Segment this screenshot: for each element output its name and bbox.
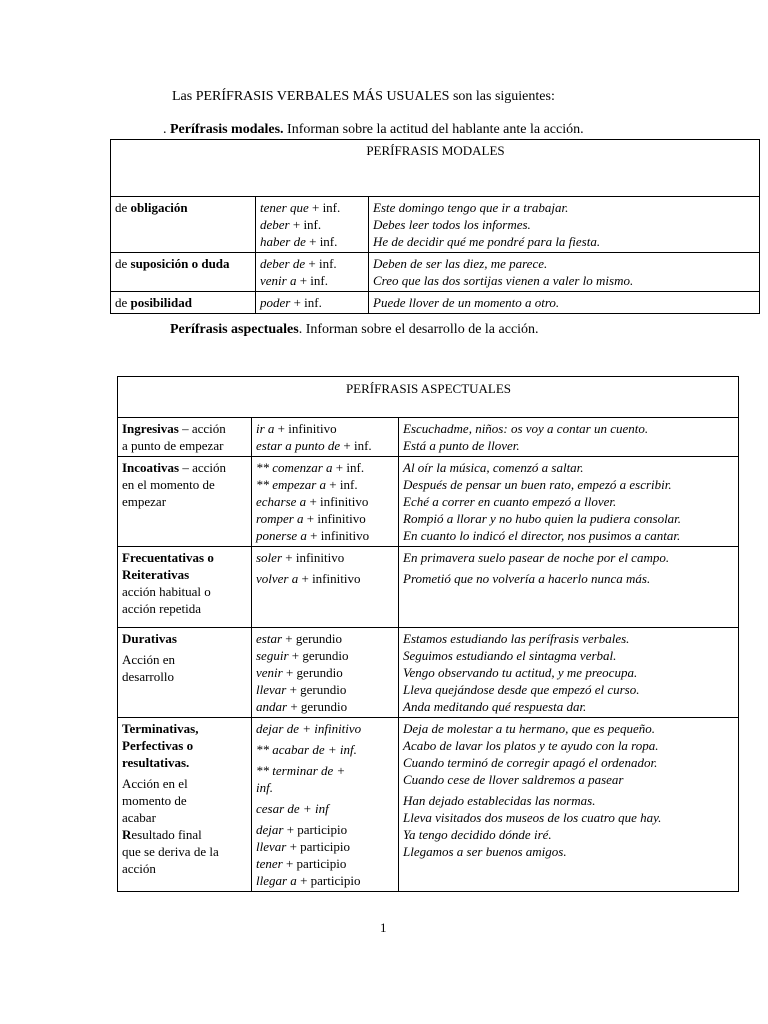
examples-cell [399, 457, 739, 547]
aspect-type-cell: Durativas Acción en desarrollo [118, 628, 252, 718]
form-line: llevar + gerundio [256, 682, 347, 697]
modal-heading [163, 121, 584, 138]
example-line: Estamos estudiando las perífrasis verbales. [403, 631, 630, 646]
table-row [118, 547, 739, 628]
form-line: estar + gerundio [256, 631, 343, 646]
examples-cell [399, 418, 739, 457]
form-line: tener + participio [256, 856, 347, 871]
example-line: Cuando cese de llover saldremos a pasear [403, 772, 624, 787]
forms-cell [252, 457, 399, 547]
examples-cell [399, 547, 739, 628]
type-name: Perfectivas o [122, 738, 194, 753]
form-line: inf. [256, 780, 273, 795]
form-line: tener que + inf. [260, 200, 341, 215]
example-line: Llegamos a ser buenos amigos. [403, 844, 567, 859]
type-name: Frecuentativas o [122, 550, 214, 565]
form-line: ** empezar a + inf. [256, 477, 358, 492]
type-name: suposición o duda [130, 256, 230, 271]
table-row [118, 628, 739, 718]
table-row [111, 197, 760, 253]
form-line: ** acabar de + inf. [256, 742, 357, 757]
aspect-type-cell: Frecuentativas o Reiterativas acción habitual o acción repetida [118, 547, 252, 628]
examples-cell [399, 718, 739, 892]
aspect-table [117, 376, 739, 892]
form-line: poder + inf. [260, 295, 322, 310]
example-line: Al oír la música, comenzó a saltar. [403, 460, 584, 475]
form-line: seguir + gerundio [256, 648, 349, 663]
aspect-heading [170, 321, 539, 338]
table-row [111, 253, 760, 292]
example-line: He de decidir qué me pondré para la fiesta. [373, 234, 601, 249]
form-line: venir + gerundio [256, 665, 343, 680]
forms-cell [252, 418, 399, 457]
example-line: Debes leer todos los informes. [373, 217, 531, 232]
examples-cell [369, 253, 760, 292]
forms-cell [256, 253, 369, 292]
type-name: Ingresivas [122, 421, 179, 436]
forms-cell [252, 628, 399, 718]
aspect-type-cell: Incoativas – acción en el momento de empezar [118, 457, 252, 547]
table-row [118, 418, 739, 457]
example-line: Escuchadme, niños: os voy a contar un cuento. [403, 421, 649, 436]
forms-cell [256, 292, 369, 314]
form-line: cesar de + inf [256, 801, 329, 816]
form-line: romper a + infinitivo [256, 511, 366, 526]
modal-table-title: PERÍFRASIS MODALES [111, 140, 760, 197]
example-line: En cuanto lo indicó el director, nos pusimos a cantar. [403, 528, 681, 543]
forms-cell [252, 547, 399, 628]
form-line: dejar + participio [256, 822, 348, 837]
page-number: 1 [380, 920, 387, 935]
example-line: Cuando terminó de corregir apagó el ordenador. [403, 755, 658, 770]
example-line: Eché a correr en cuanto empezó a llover. [403, 494, 617, 509]
form-line: llevar + participio [256, 839, 350, 854]
example-line: Anda meditando qué respuesta dar. [403, 699, 587, 714]
example-line: Han dejado establecidas las normas. [403, 793, 596, 808]
example-line: Vengo observando tu actitud, y me preocupa. [403, 665, 638, 680]
form-line: soler + infinitivo [256, 550, 345, 565]
example-line: Creo que las dos sortijas vienen a valer lo mismo. [373, 273, 634, 288]
type-prefix: de [115, 200, 131, 215]
example-line: Rompió a llorar y no hubo quien la pudiera consolar. [403, 511, 682, 526]
example-line: Está a punto de llover. [403, 438, 520, 453]
form-line: deber de + inf. [260, 256, 337, 271]
example-line: Acabo de lavar los platos y te ayudo con la ropa. [403, 738, 659, 753]
example-line: Deben de ser las diez, me parece. [373, 256, 548, 271]
example-line: Lleva visitados dos museos de los cuatro que hay. [403, 810, 662, 825]
type-name: Durativas [122, 631, 177, 646]
examples-cell [399, 628, 739, 718]
type-name: Incoativas [122, 460, 180, 475]
example-line: Seguimos estudiando el sintagma verbal. [403, 648, 617, 663]
form-line: deber + inf. [260, 217, 322, 232]
form-line: ponerse a + infinitivo [256, 528, 370, 543]
table-row [111, 292, 760, 314]
example-line: Puede llover de un momento a otro. [373, 295, 560, 310]
modal-type-cell: de posibilidad [111, 292, 256, 314]
table-row [118, 718, 739, 892]
form-line: estar a punto de + inf. [256, 438, 372, 453]
example-line: Lleva quejándose desde que empezó el curso. [403, 682, 640, 697]
type-name: resultativas. [122, 755, 190, 770]
example-line: Ya tengo decidido dónde iré. [403, 827, 552, 842]
form-line: venir a + inf. [260, 273, 328, 288]
form-line: ** comenzar a + inf. [256, 460, 365, 475]
form-line: ** terminar de + [256, 763, 346, 778]
form-line: echarse a + infinitivo [256, 494, 369, 509]
modal-heading-prefix: . [163, 122, 170, 137]
examples-cell [369, 292, 760, 314]
aspect-heading-rest: . Informan sobre el desarrollo de la acción. [298, 322, 539, 337]
example-line: En primavera suelo pasear de noche por el campo. [403, 550, 670, 565]
aspect-type-cell: Ingresivas – acción a punto de empezar [118, 418, 252, 457]
example-line: Este domingo tengo que ir a trabajar. [373, 200, 569, 215]
aspect-type-cell: Terminativas, Perfectivas o resultativas. Acción en el momento de acabar Resultado final que se deriva de la acción [118, 718, 252, 892]
form-line: volver a + infinitivo [256, 571, 361, 586]
form-line: dejar de + infinitivo [256, 721, 362, 736]
table-row [118, 457, 739, 547]
forms-cell [256, 197, 369, 253]
type-name: obligación [130, 200, 188, 215]
form-line: haber de + inf. [260, 234, 338, 249]
aspect-heading-bold: Perífrasis aspectuales [170, 322, 299, 337]
form-line: andar + gerundio [256, 699, 348, 714]
example-line: Deja de molestar a tu hermano, que es pequeño. [403, 721, 656, 736]
modal-type-cell: de suposición o duda [111, 253, 256, 292]
modal-type-cell [111, 197, 256, 253]
type-name: Terminativas, [122, 721, 199, 736]
examples-cell [369, 197, 760, 253]
form-line: llegar a + participio [256, 873, 361, 888]
form-line: ir a + infinitivo [256, 421, 337, 436]
aspect-table-title: PERÍFRASIS ASPECTUALES [118, 377, 739, 418]
modal-table [110, 139, 760, 314]
modal-heading-rest: Informan sobre la actitud del hablante ante la acción. [283, 122, 584, 137]
forms-cell [252, 718, 399, 892]
type-name: posibilidad [130, 295, 192, 310]
example-line: Después de pensar un buen rato, empezó a escribir. [403, 477, 672, 492]
type-name: Reiterativas [122, 567, 190, 582]
intro-line: Las PERÍFRASIS VERBALES MÁS USUALES son las siguientes: [172, 89, 555, 104]
modal-heading-bold: Perífrasis modales. [170, 122, 284, 137]
example-line: Prometió que no volvería a hacerlo nunca más. [403, 571, 651, 586]
